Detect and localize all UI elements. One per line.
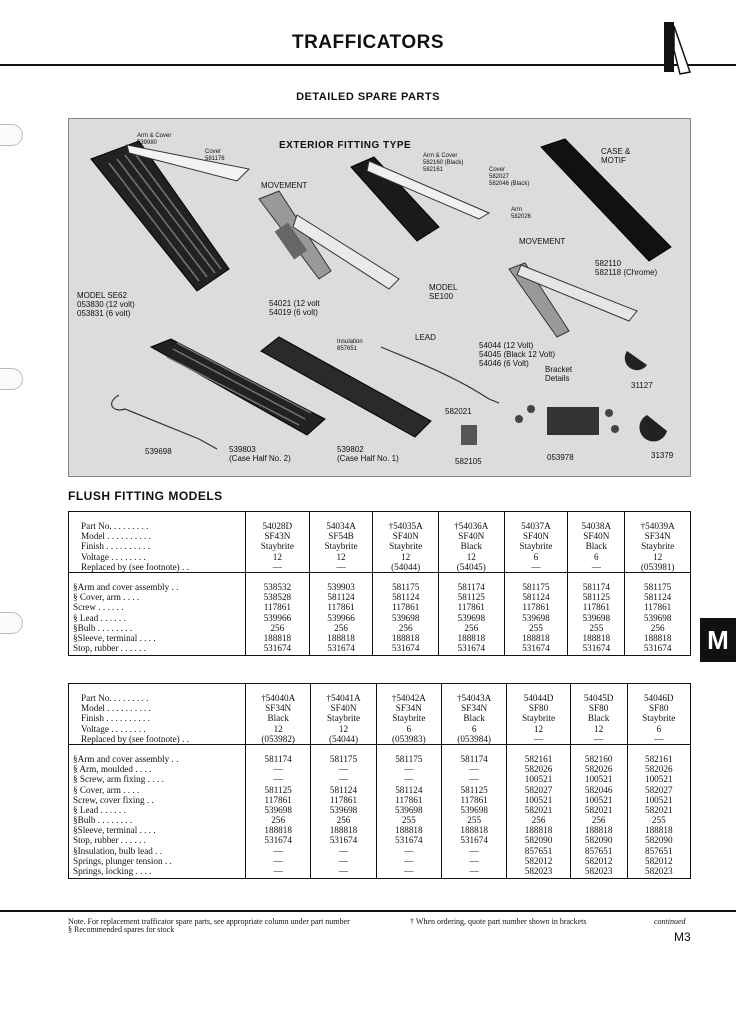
parts-photo [68,118,691,477]
column-parts: 581175 — — 581124 117861 539698 256 188818 531674 — — — [311,754,376,879]
bulb-31379-image [639,415,667,441]
footnote-recommended: § Recommended spares for stock [68,925,175,934]
column-head: 54038A SF40N Black 6 — [568,521,625,572]
column-parts: 582161 582026 100521 582027 100521 582021 255 188818 582090 857651 582012 582023 [627,754,690,879]
column-head: †54043A SF34N Black 6 (053984) [441,693,506,744]
column-parts: 582161 582026 100521 582027 100521 582021 256 188818 582090 857651 582012 582023 [507,754,570,879]
footnote-ordering: † When ordering, quote part number shown in brackets [410,917,587,926]
table-head-row [69,693,691,744]
head-label: Replaced by (see footnote) . . [81,561,189,572]
label-exterior: EXTERIOR FITTING TYPE [279,140,412,151]
page-subtitle: DETAILED SPARE PARTS [296,91,440,103]
label-movement-2-numbers: 54044 (12 Volt) 54045 (Black 12 Volt) 54046 (6 Volt) [479,341,556,368]
label-053978: 053978 [547,453,574,462]
label-model-se62: MODEL SE62 053830 (12 volt) 053831 (6 volt) [77,291,135,318]
binder-hole [0,124,23,146]
se100-body-image [351,157,489,241]
column-head: 54034A SF54B Staybrite 12 — [309,521,373,572]
label-arm-cover-2: Arm & Cover 582160 (Black) 582161 [423,153,464,173]
bracket-parts-image [515,405,619,435]
binder-hole [0,368,23,390]
binder-hole [0,612,23,634]
label-case-half-1: 539802 (Case Half No. 1) [337,445,399,463]
column-parts: 581174 — — 581125 117861 539698 255 188818 531674 — — — [441,754,506,879]
column-parts: 582160 582026 100521 582046 100521 582021 256 188818 582090 857651 582012 582023 [570,754,627,879]
footer-rule [0,910,736,912]
label-cover: Cover 581176 [205,149,225,162]
table-parts-row: §Arm and cover assembly . . § Cover, arm . . . . Screw . . . . . . § Lead . . . . . . §Bulb . . . . . . . . §Sleeve, terminal . . . . Stop, rubber . . . . . . 538532 538528 117861 539966 256 188818 531674 539903 581124 117861 539966 256 188818 531674 581175 581124 117861 539698 256 188818 531674 581174 581125 117861 539698 256 188818 531674 581175 581124 117861 539698 255 188818 531674 581174 581125 117861 539698 255 188818 531674 581175 581124 117861 539698 256 188818 531674 [69,582,691,656]
label-31127: 31127 [631,381,653,390]
head-label: Finish . . . . . . . . . . [81,541,150,552]
label-cover-2: Cover 582027 582046 (Black) [489,167,530,187]
label-arm-2: Arm 582026 [511,207,532,220]
movement-1-image [259,191,399,289]
head-label: Part No. . . . . . . . . [81,521,149,531]
page-number: M3 [674,930,691,944]
label-31379: 31379 [651,451,674,460]
se62-body-image [91,141,249,291]
table-parts-row: §Arm and cover assembly . . § Arm, moulded . . . . § Screw, arm fixing . . . . § Cover, arm . . . . Screw, cover fixing . . § Lead . . . . . . §Bulb . . . . . . . . §Sleeve, terminal . . . . Stop, rubber . . . . . . §Insulation, bulb lead . . Springs, plunger tension . . Springs, locking . . . . 581174 — — 581125 117861 539698 256 188818 531674 — — — 581175 — — 581124 117861 539698 256 188818 531674 — — — 581175 — — 581124 117861 539698 255 188818 531674 — — — 581174 — — 581125 117861 539698 255 188818 531674 — — — 582161 582026 100521 582027 100521 582021 256 188818 582090 857651 582012 582023 582160 582026 100521 582046 100521 582021 256 188818 582090 857651 582012 582023 582161 582026 100521 582027 100521 582021 255 188818 582090 857651 582012 582023 [69,754,691,879]
label-case-motif: CASE & MOTIF [601,147,631,165]
section-tab-m: M [700,618,736,662]
column-head: 54037A SF40N Staybrite 6 — [504,521,568,572]
page-title: TRAFFICATORS [291,32,444,53]
label-insulation: Insulation 857651 [337,339,363,352]
parts-illustration [69,119,690,476]
label-539698: 539698 [145,447,172,456]
clip-582105-image [461,425,477,445]
label-case-half-2: 539803 (Case Half No. 2) [229,445,291,463]
column-head: †54036A SF40N Black 12 (54045) [438,521,504,572]
flush-models-table-1 [68,511,691,656]
column-head: 54028D SF43N Staybrite 12 — [246,521,310,572]
column-parts: 581175 — — 581124 117861 539698 255 188818 531674 — — — [376,754,441,879]
label-582021: 582021 [445,407,472,416]
column-head: 54046D SF80 Staybrite 6 — [627,693,690,744]
label-582105: 582105 [455,457,482,466]
column-head: †54040A SF34N Black 12 (053982) [246,693,311,744]
column-parts: 539903 581124 117861 539966 256 188818 531674 [309,582,373,656]
head-label: Voltage . . . . . . . . [81,723,146,734]
footnote-replacement: Note. For replacement trafficator spare parts, see appropriate column under part number [68,917,350,926]
column-head: †54039A SF34N Staybrite 12 (053981) [625,521,691,572]
head-label: Voltage . . . . . . . . [81,551,146,562]
table-head-row [69,521,691,572]
column-parts: 581175 581124 117861 539698 256 188818 531674 [625,582,691,656]
label-lead: LEAD [415,333,436,342]
section-title: FLUSH FITTING MODELS [68,489,223,503]
head-label: Model . . . . . . . . . . [81,531,151,542]
continued-label: continued [654,917,686,926]
flush-models-table-2 [68,683,691,879]
column-head: 54044D SF80 Staybrite 12 — [507,693,570,744]
column-head: †54041A SF40N Staybrite 12 (54044) [311,693,376,744]
label-case-numbers: 582110 582118 (Chrome) [595,259,658,277]
label-bracket: Bracket Details [545,365,573,383]
label-movement-1: MOVEMENT [261,181,308,190]
head-label: Part No. . . . . . . . . [81,693,149,703]
column-parts: 581175 581124 117861 539698 256 188818 531674 [373,582,439,656]
label-movement-numbers: 54021 (12 volt 54019 (6 volt) [269,299,320,317]
column-parts: 581174 581125 117861 539698 256 188818 531674 [438,582,504,656]
label-movement-2: MOVEMENT [519,237,566,246]
head-label: Model . . . . . . . . . . [81,703,151,714]
lead-539698-image [112,395,217,449]
column-head: †54042A SF34N Staybrite 6 (053983) [376,693,441,744]
column-parts: 581174 581125 117861 539698 255 188818 531674 [568,582,625,656]
head-label: Replaced by (see footnote) . . [81,733,189,744]
label-arm-cover: Arm & Cover 539980 [137,133,172,146]
trafficator-arm-icon [658,20,692,76]
head-label: Finish . . . . . . . . . . [81,713,150,724]
header-rule [0,64,670,66]
label-model-se100: MODEL SE100 [429,283,458,301]
bulb-31127-image [625,351,647,370]
column-parts: 538532 538528 117861 539966 256 188818 531674 [246,582,310,656]
column-head: 54045D SF80 Black 12 — [570,693,627,744]
column-parts: 581175 581124 117861 539698 255 188818 531674 [504,582,568,656]
column-head: †54035A SF40N Staybrite 12 (54044) [373,521,439,572]
column-parts: 581174 — — 581125 117861 539698 256 188818 531674 — — — [246,754,311,879]
